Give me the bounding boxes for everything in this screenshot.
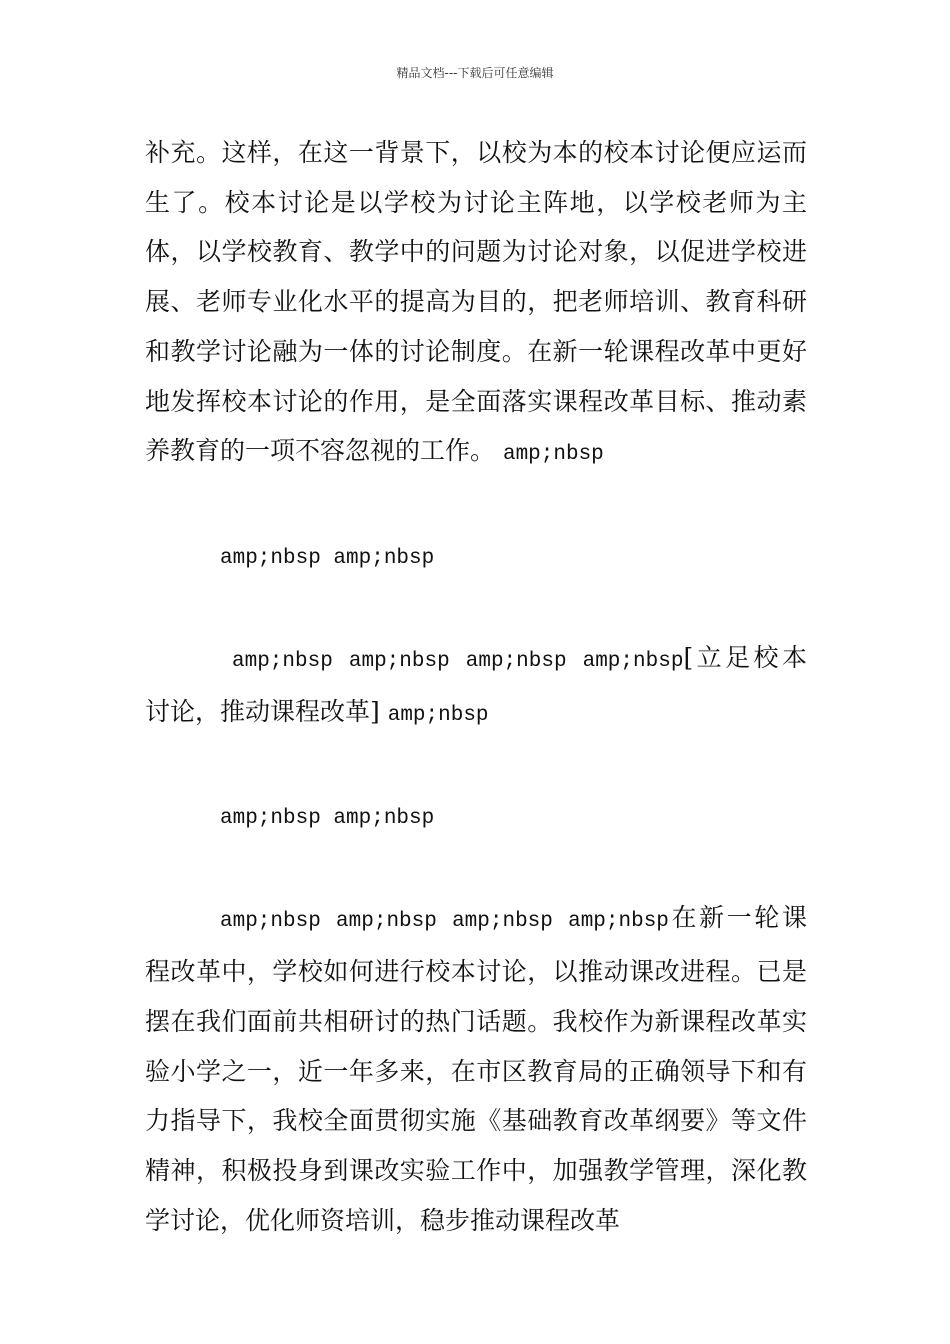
- paragraph-main: [145, 893, 807, 1245]
- blank-line: [145, 480, 807, 530]
- paragraph-main-text: 在新一轮课程改革中，学校如何进行校本讨论，以推动课改进程。已是摆在我们面前共相研讨的热门话题。我校作为新课程改革实验小学之一，近一年多来，在市区教育局的正确领导下和有力指导下，我校全面贯彻实施《基础教育改革纲要》等文件精神，积极投身到课改实验工作中，加强教学管理，深化教学讨论，优化师资培训，稳步推动课程改革: [145, 903, 807, 1235]
- section-heading-lead: amp;nbsp amp;nbsp amp;nbsp amp;nbsp: [232, 650, 684, 673]
- document-body: [145, 128, 807, 1245]
- nbsp-line-1: [145, 530, 807, 584]
- blank-line: [145, 740, 807, 790]
- paragraph-intro-text: 补充。这样，在这一背景下，以校为本的校本讨论便应运而生了。校本讨论是以学校为讨论主阵地，以学校老师为主体，以学校教育、教学中的问题为讨论对象，以促进学校进展、老师专业化水平的提高为目的，把老师培训、教育科研和教学讨论融为一体的讨论制度。在新一轮课程改革中更好地发挥校本讨论的作用，是全面落实课程改革目标、推动素养教育的一项不容忽视的工作。: [145, 138, 807, 466]
- nbsp-line-2: [145, 790, 807, 844]
- section-heading: [145, 633, 807, 740]
- blank-line: [145, 844, 807, 894]
- nbsp-line-2-text: amp;nbsp amp;nbsp: [220, 807, 435, 831]
- section-heading-tail: amp;nbsp: [387, 703, 489, 727]
- page-header: 精品文档---下载后可任意编辑: [396, 66, 554, 80]
- nbsp-line-1-text: amp;nbsp amp;nbsp: [220, 546, 435, 570]
- section-heading-text: [立足校本讨论，推动课程改革]: [145, 643, 807, 726]
- paragraph-main-lead: amp;nbsp amp;nbsp amp;nbsp amp;nbsp: [220, 910, 669, 934]
- paragraph-intro: [145, 128, 807, 480]
- paragraph-intro-tail: amp;nbsp: [502, 443, 604, 467]
- blank-line: [145, 583, 807, 633]
